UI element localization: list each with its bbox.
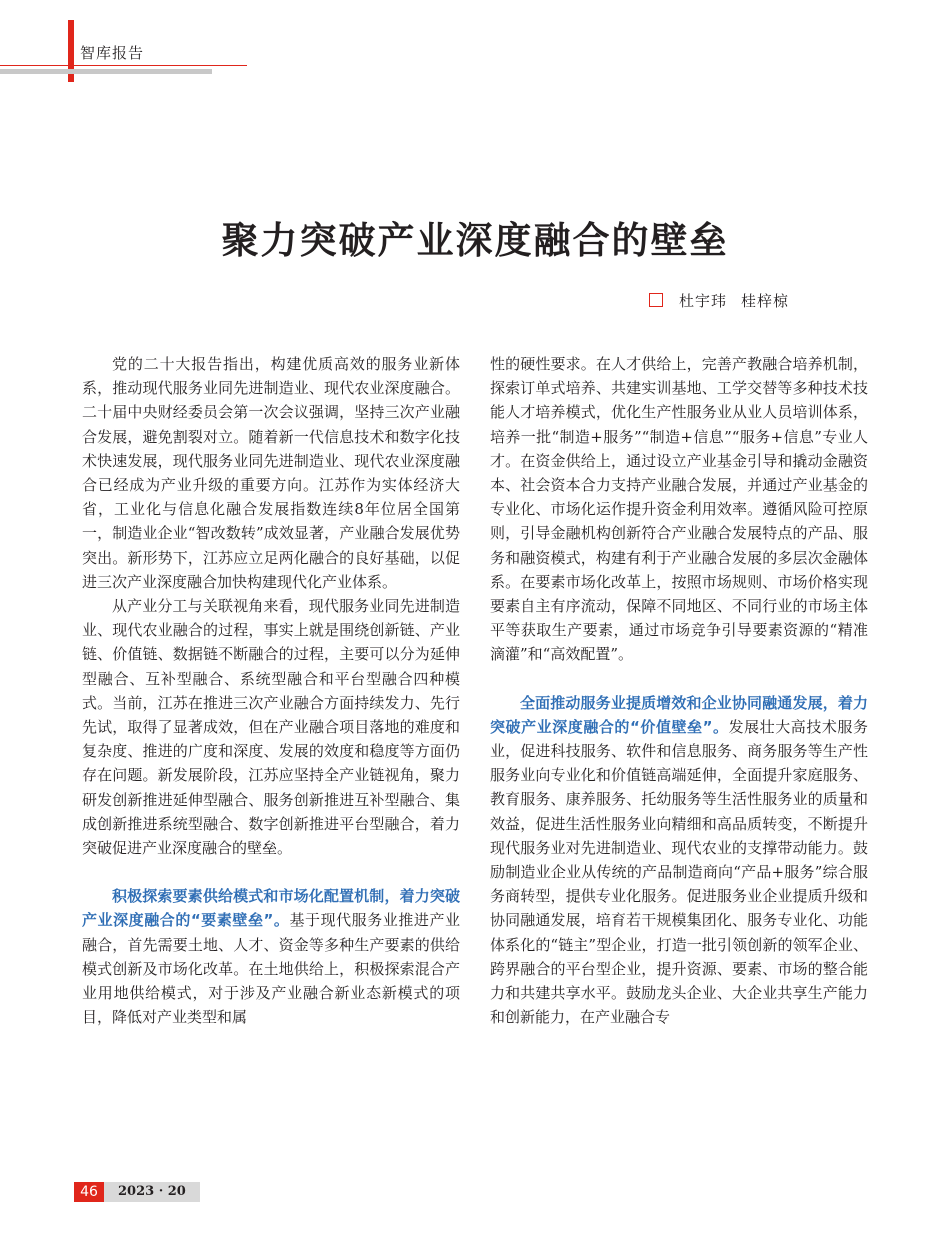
section-label: 智库报告 [80,44,145,62]
left-column [82,352,460,1029]
right-column [490,352,868,1029]
issue-number: 2023 · 20 [104,1182,200,1202]
page-number: 46 [74,1182,104,1202]
section-heading: 全面推动服务业提质增效和企业协同融通发展，着力突破产业深度融合的“价值壁垒”。 [490,693,868,736]
author-name: 杜宇玮 [679,292,728,310]
paragraph-body: 发展壮大高技术服务业，促进科技服务、软件和信息服务、商务服务等生产性服务业向专业化和价值链高端延伸，全面提升家庭服务、教育服务、康养服务、托幼服务等生活性服务业的质量和效益，促进生活性服务业向精细和高品质转变，不断提升现代服务业对先进制造业、现代农业的支撑带动能力。鼓励制造业企业从传统的产品制造商向“产品+服务”综合服务商转型，提供专业化服务。促进服务业企业提质升级和协同融通发展，培育若干规模集团化、服务专业化、功能体系化的“链主”型企业，打造一批引领创新的领军企业、跨界融合的平台型企业，提升资源、要素、市场的整合能力和共建共享水平。鼓励龙头企业、大企业共享生产能力和创新能力，在产业融合专 [490,717,868,1027]
section-header [0,0,260,90]
byline-box-icon [649,293,663,307]
paragraph-body: 基于现代服务业推进产业融合，首先需要土地、人才、资金等多种生产要素的供给模式创新及市场化改革。在土地供给上，积极探索混合产业用地供给模式，对于涉及产业融合新业态新模式的项目，降低对产业类型和属 [82,911,460,1027]
byline [649,290,789,311]
paragraph [82,884,460,1029]
paragraph [490,691,868,1030]
paragraph: 从产业分工与关联视角来看，现代服务业同先进制造业、现代农业融合的过程，事实上就是围绕创新链、产业链、价值链、数据链不断融合的过程，主要可以分为延伸型融合、互补型融合、系统型融合和平台型融合四种模式。当前，江苏在推进三次产业融合方面持续发力、先行先试，取得了显著成效，但在产业融合项目落地的难度和复杂度、推进的广度和深度、发展的效度和稳度等方面仍存在问题。新发展阶段，江苏应坚持全产业链视角，聚力研发创新推进延伸型融合、服务创新推进互补型融合、集成创新推进系统型融合、数字创新推进平台型融合，着力突破促进产业深度融合的壁垒。 [82,597,460,858]
article-title: 聚力突破产业深度融合的壁垒 [221,218,729,262]
header-gray-rule [0,69,212,74]
paragraph: 党的二十大报告指出，构建优质高效的服务业新体系，推动现代服务业同先进制造业、现代农业深度融合。二十届中央财经委员会第一次会议强调，坚持三次产业融合发展，避免割裂对立。随着新一代信息技术和数字化技术快速发展，现代服务业同先进制造业、现代农业深度融合已经成为产业升级的重要方向。江苏作为实体经济大省，工业化与信息化融合发展指数连续8年位居全国第一，制造业企业“智改数转”成效显著，产业融合发展优势突出。新形势下，江苏应立足两化融合的良好基础，以促进三次产业深度融合加快构建现代化产业体系。 [82,355,460,591]
header-red-rule [0,65,247,66]
author-name: 桂梓椋 [741,292,790,310]
section-heading: 积极探索要素供给模式和市场化配置机制，着力突破产业深度融合的“要素壁垒”。 [82,887,460,930]
paragraph: 性的硬性要求。在人才供给上，完善产教融合培养机制，探索订单式培养、共建实训基地、工学交替等多种技术技能人才培养模式，优化生产性服务业从业人员培训体系，培养一批“制造+服务”“制造+信息”“服务+信息”专业人才。在资金供给上，通过设立产业基金引导和撬动金融资本、社会资本合力支持产业融合发展，并通过产业基金的专业化、市场化运作提升资金利用效率。遵循风险可控原则，引导金融机构创新符合产业融合发展特点的产品、服务和融资模式，构建有利于产业融合发展的多层次金融体系。在要素市场化改革上，按照市场规则、市场价格实现要素自主有序流动，保障不同地区、不同行业的市场主体平等获取生产要素，通过市场竞争引导要素资源的“精准滴灌”和“高效配置”。 [490,355,868,664]
